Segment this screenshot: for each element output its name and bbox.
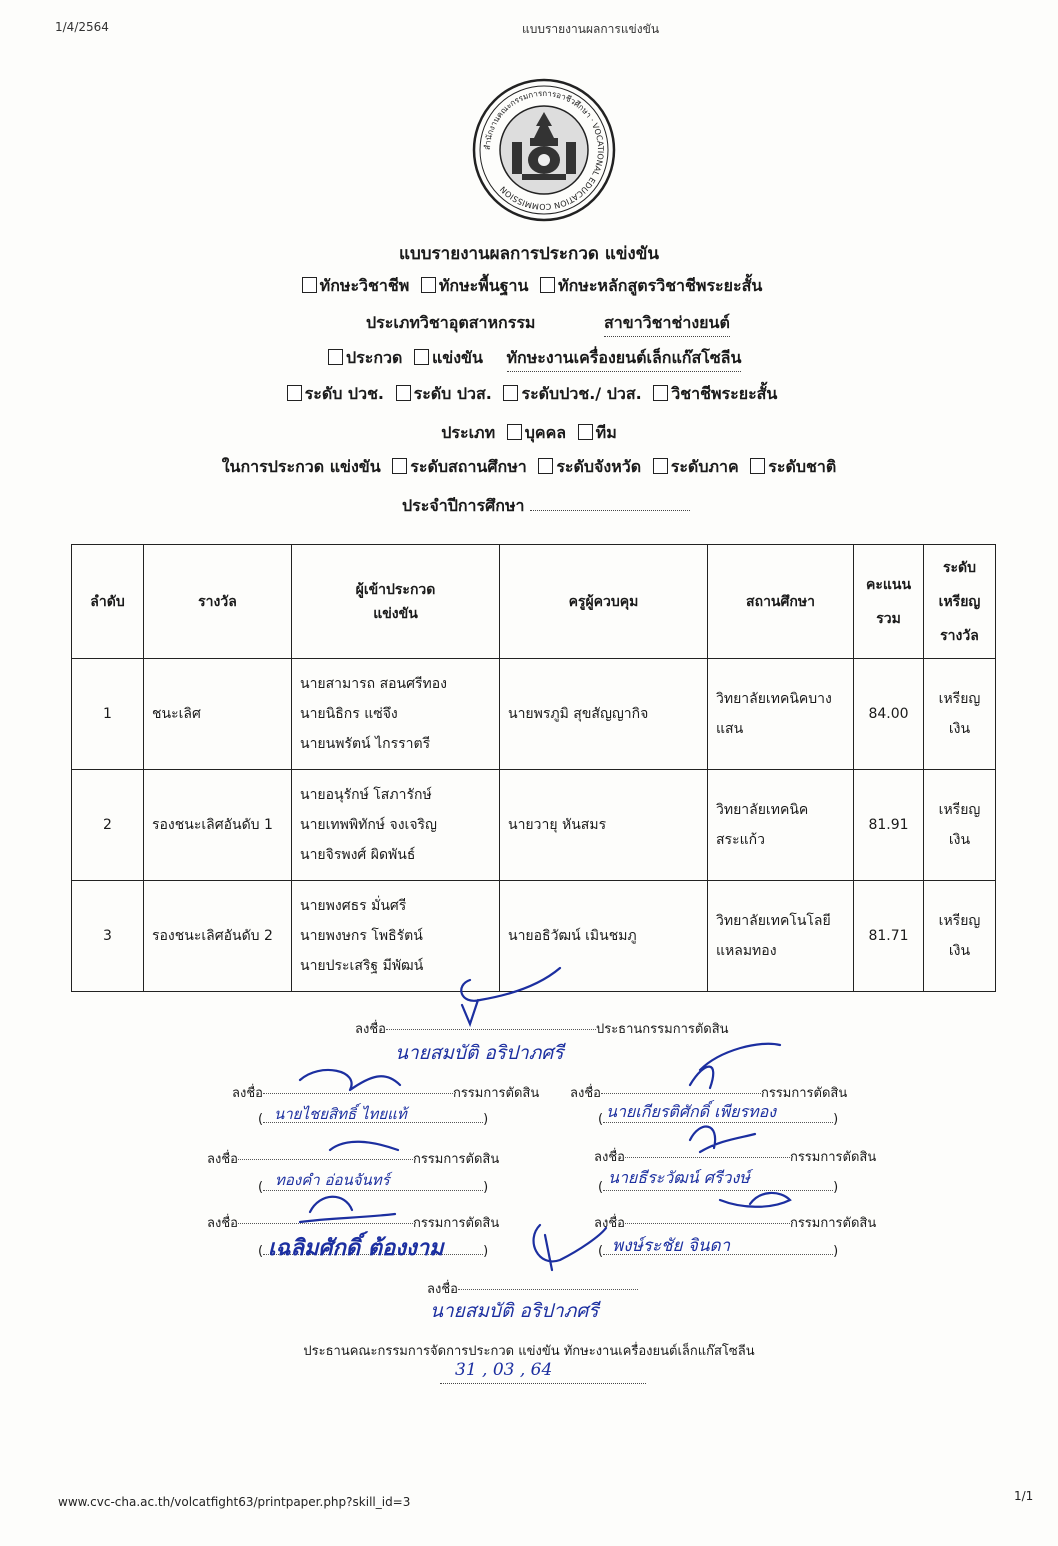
judge-name-5: เฉลิมศักดิ์ ต้องงาม [268, 1235, 444, 1261]
judge-sign-line-4: ลงชื่อ กรรมการตัดสิน [594, 1150, 877, 1165]
judge-name-3: ทองคำ อ่อนจันทร์ [275, 1171, 390, 1189]
organizer-sign-line: ลงชื่อ [427, 1278, 638, 1299]
chair-name-handwritten: นายสมบัติ อริปาภศรี [395, 1042, 564, 1064]
chair-sign-line: ลงชื่อ ประธานกรรมการตัดสิน [355, 1022, 729, 1037]
judge-name-4: นายธีระวัฒน์ ศรีวงษ์ [608, 1168, 750, 1187]
header-award: รางวัล [144, 545, 292, 659]
print-date: 1/4/2564 [55, 20, 109, 34]
handwritten-date: 31 , 03 , 64 [455, 1360, 553, 1380]
header-contestants: ผู้เข้าประกวด แข่งขัน [292, 545, 500, 659]
judge-name-2: นายเกียรติศักดิ์ เพียรทอง [606, 1102, 777, 1121]
form-title: แบบรายงานผลการประกวด แข่งขัน [399, 244, 659, 264]
header-advisor: ครูผู้ควบคุม [500, 545, 708, 659]
category-label: ประเภทวิชาอุตสาหกรรม [366, 313, 536, 332]
judge-name-1: นายไชยสิทธิ์ ไทยแท้ [274, 1105, 407, 1123]
academic-year: ประจำปีการศึกษา [402, 494, 690, 519]
judge-sign-line-3: ลงชื่อ กรรมการตัดสิน [207, 1152, 500, 1167]
footer-url: www.cvc-cha.ac.th/volcatfight63/printpaper.php?skill_id=3 [58, 1495, 411, 1509]
level-options: ระดับ ปวช. ระดับ ปวส. ระดับปวช./ ปวส. วิชาชีพระยะสั้น [0, 382, 1058, 407]
table-row: 1 ชนะเลิศ นายสามารถ สอนศรีทอง นายนิธิกร แซ่จึง นายนพรัตน์ ไกรราตรี นายพรภูมิ สุขสัญญากิจ วิทยาลัยเทคนิคบาง แสน 84.00 เหรียญเงิน [72, 659, 996, 770]
contest-mode-options: ประกวด แข่งขัน ทักษะงานเครื่องยนต์เล็กแก๊สโซลีน [322, 346, 741, 372]
skill-name: ทักษะงานเครื่องยนต์เล็กแก๊สโซลีน [507, 346, 742, 372]
judge-name-6: พงษ์ระชัย จินดา [612, 1236, 731, 1256]
footer-page-number: 1/1 [1014, 1489, 1034, 1503]
judge-sign-line-2: ลงชื่อ กรรมการตัดสิน [570, 1086, 848, 1101]
header-score: คะแนน รวม [854, 545, 924, 659]
header-school: สถานศึกษา [708, 545, 854, 659]
skill-type-options: ทักษะวิชาชีพ ทักษะพื้นฐาน ทักษะหลักสูตรวิชาชีพระยะสั้น [0, 274, 1058, 299]
print-page-title: แบบรายงานผลการแข่งขัน [522, 22, 660, 36]
judge-sign-line-6: ลงชื่อ กรรมการตัดสิน [594, 1216, 877, 1231]
table-row: 3 รองชนะเลิศอันดับ 2 นายพงศธร มั่นศรี นายพงษกร โพธิรัตน์ นายประเสริฐ มีพัฒน์ นายอธิวัฒน์ เมินชมภู วิทยาลัยเทคโนโลยี แหลมทอง 81.71 เหรียญเงิน [72, 881, 996, 992]
type-options: ประเภท บุคคล ทีม [441, 423, 617, 442]
organizer-role: ประธานคณะกรรมการจัดการประกวด แข่งขัน ทักษะงานเครื่องยนต์เล็กแก๊สโซลีน [303, 1344, 755, 1359]
judge-sign-line-5: ลงชื่อ กรรมการตัดสิน [207, 1216, 500, 1231]
scope-options: ในการประกวด แข่งขัน ระดับสถานศึกษา ระดับจังหวัด ระดับภาค ระดับชาติ [221, 457, 837, 476]
seal-ring-text: สำนักงานคณะกรรมการการอาชีวศึกษา · VOCATIONAL EDUCATION COMMISSION [482, 88, 606, 212]
branch-label: สาขาวิชาช่างยนต์ [604, 311, 730, 337]
judge-sign-line-1: ลงชื่อ กรรมการตัดสิน [232, 1086, 540, 1101]
organizer-name-handwritten: นายสมบัติ อริปาภศรี [430, 1300, 599, 1322]
header-order: ลำดับ [72, 545, 144, 659]
header-medal: ระดับ เหรียญ รางวัล [924, 545, 996, 659]
table-row: 2 รองชนะเลิศอันดับ 1 นายอนุรักษ์ โสภารักษ์ นายเทพพิทักษ์ จงเจริญ นายจิรพงศ์ ผิดพันธ์ นายวายุ หันสมร วิทยาลัยเทคนิค สระแก้ว 81.91 เหรียญเงิน [72, 770, 996, 881]
